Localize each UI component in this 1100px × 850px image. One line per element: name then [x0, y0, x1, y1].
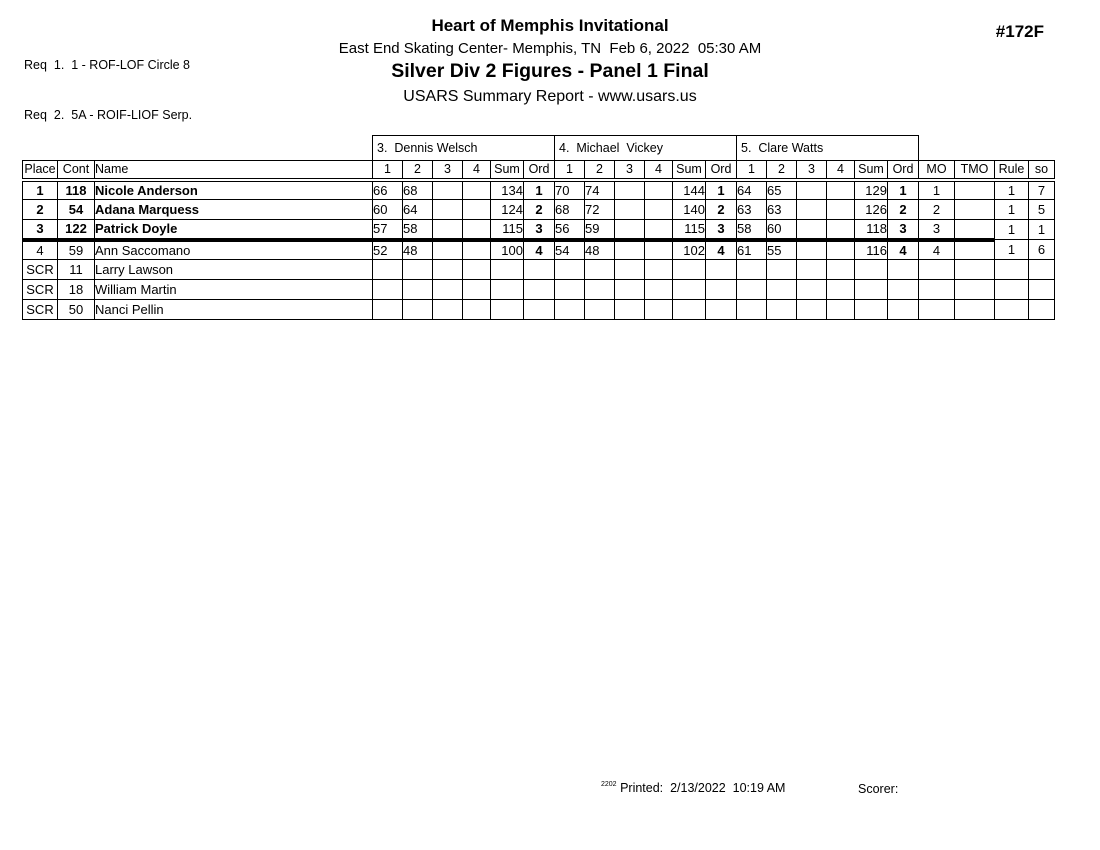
place-cell: SCR — [23, 260, 58, 280]
sum-cell: 100 — [491, 240, 524, 260]
score-cell: 57 — [373, 220, 403, 240]
score-cell — [555, 260, 585, 280]
header-j4-4: 4 — [645, 161, 673, 180]
score-cell — [737, 300, 767, 320]
ord-cell — [524, 280, 555, 300]
mo-cell: 4 — [919, 240, 955, 260]
score-cell — [797, 220, 827, 240]
tmo-cell — [955, 280, 995, 300]
score-cell: 60 — [373, 200, 403, 220]
score-cell: 68 — [555, 200, 585, 220]
score-cell — [463, 240, 491, 260]
score-cell — [827, 280, 855, 300]
score-cell — [433, 180, 463, 200]
header-j4-1: 1 — [555, 161, 585, 180]
score-cell — [555, 280, 585, 300]
results-table — [22, 135, 1055, 320]
table-row-place-3 — [23, 220, 1055, 240]
header-j4-ord: Ord — [706, 161, 737, 180]
score-cell — [827, 240, 855, 260]
table-row-place-1 — [23, 180, 1055, 200]
ord-cell: 1 — [888, 180, 919, 200]
score-cell: 56 — [555, 220, 585, 240]
score-cell — [403, 280, 433, 300]
sum-cell — [855, 280, 888, 300]
score-cell: 61 — [737, 240, 767, 260]
table-row-scr-11 — [23, 260, 1055, 280]
score-cell — [463, 180, 491, 200]
header-j3-3: 3 — [433, 161, 463, 180]
venue-date-line: East End Skating Center- Memphis, TN Feb 6, 2022 05:30 AM — [338, 40, 762, 57]
score-cell — [827, 300, 855, 320]
ord-cell — [706, 260, 737, 280]
score-cell: 54 — [555, 240, 585, 260]
rule-cell — [995, 300, 1029, 320]
score-cell: 63 — [767, 200, 797, 220]
score-cell: 64 — [737, 180, 767, 200]
ord-cell — [706, 280, 737, 300]
event-number: #172F — [995, 22, 1044, 41]
printed-timestamp: Printed: 2/13/2022 10:19 AM — [620, 781, 786, 795]
sum-cell — [491, 260, 524, 280]
score-cell: 59 — [585, 220, 615, 240]
score-cell — [827, 260, 855, 280]
mo-cell — [919, 300, 955, 320]
ord-cell: 2 — [524, 200, 555, 220]
place-cell: 3 — [23, 220, 58, 240]
place-cell: 4 — [23, 240, 58, 260]
score-cell — [645, 220, 673, 240]
score-cell — [645, 240, 673, 260]
score-cell — [797, 280, 827, 300]
cont-cell: 11 — [58, 260, 95, 280]
name-cell: Patrick Doyle — [95, 220, 373, 240]
header-j5-4: 4 — [827, 161, 855, 180]
ord-cell — [706, 300, 737, 320]
score-cell — [373, 280, 403, 300]
score-cell — [767, 280, 797, 300]
score-cell: 72 — [585, 200, 615, 220]
sum-cell: 134 — [491, 180, 524, 200]
ord-cell: 4 — [524, 240, 555, 260]
name-cell: Larry Lawson — [95, 260, 373, 280]
header-j5-2: 2 — [767, 161, 797, 180]
column-header-row — [23, 161, 1055, 180]
rule-cell: 1 — [995, 200, 1029, 220]
mo-cell: 2 — [919, 200, 955, 220]
header-j3-2: 2 — [403, 161, 433, 180]
score-cell: 74 — [585, 180, 615, 200]
event-title: Silver Div 2 Figures - Panel 1 Final — [391, 60, 709, 82]
so-cell — [1029, 260, 1055, 280]
header-j5-3: 3 — [797, 161, 827, 180]
score-cell: 64 — [403, 200, 433, 220]
sum-cell: 115 — [673, 220, 706, 240]
score-cell: 48 — [403, 240, 433, 260]
score-cell — [797, 240, 827, 260]
sum-cell — [673, 300, 706, 320]
header-j3-ord: Ord — [524, 161, 555, 180]
ord-cell: 4 — [706, 240, 737, 260]
sum-cell — [673, 260, 706, 280]
ord-cell — [524, 300, 555, 320]
score-cell: 65 — [767, 180, 797, 200]
ord-cell: 3 — [524, 220, 555, 240]
cont-cell: 59 — [58, 240, 95, 260]
rule-cell: 1 — [995, 180, 1029, 200]
score-cell — [645, 300, 673, 320]
score-cell — [463, 220, 491, 240]
score-cell: 55 — [767, 240, 797, 260]
header-mo: MO — [919, 161, 955, 180]
header-cont: Cont — [58, 161, 95, 180]
mo-cell — [919, 280, 955, 300]
score-cell — [433, 280, 463, 300]
ord-cell: 3 — [888, 220, 919, 240]
score-cell — [463, 260, 491, 280]
ord-cell: 1 — [706, 180, 737, 200]
score-cell — [403, 260, 433, 280]
ord-cell — [524, 260, 555, 280]
score-cell — [463, 280, 491, 300]
report-type-line: USARS Summary Report - www.usars.us — [403, 88, 697, 105]
score-cell: 70 — [555, 180, 585, 200]
so-cell: 1 — [1029, 220, 1055, 240]
place-cell: SCR — [23, 280, 58, 300]
header-j5-sum: Sum — [855, 161, 888, 180]
sum-cell — [491, 280, 524, 300]
score-cell — [433, 200, 463, 220]
tmo-cell — [955, 260, 995, 280]
ord-cell — [888, 280, 919, 300]
score-cell — [615, 200, 645, 220]
report-header — [0, 16, 1100, 106]
sum-cell — [855, 260, 888, 280]
sum-cell — [855, 300, 888, 320]
tmo-cell — [955, 180, 995, 200]
score-cell — [737, 280, 767, 300]
score-cell — [585, 300, 615, 320]
judge-3-header: 3. Dennis Welsch — [373, 136, 555, 161]
sum-cell — [673, 280, 706, 300]
score-cell — [797, 180, 827, 200]
header-so: so — [1029, 161, 1055, 180]
score-cell — [433, 260, 463, 280]
ord-cell — [888, 260, 919, 280]
tmo-cell — [955, 200, 995, 220]
sum-cell: 116 — [855, 240, 888, 260]
name-cell: Adana Marquess — [95, 200, 373, 220]
rule-cell: 1 — [995, 240, 1029, 260]
score-cell: 48 — [585, 240, 615, 260]
name-cell: William Martin — [95, 280, 373, 300]
score-cell — [645, 200, 673, 220]
score-cell — [797, 300, 827, 320]
score-cell — [403, 300, 433, 320]
rule-cell — [995, 280, 1029, 300]
score-cell — [645, 260, 673, 280]
mo-cell: 1 — [919, 180, 955, 200]
competition-title: Heart of Memphis Invitational — [431, 16, 669, 35]
score-cell — [797, 200, 827, 220]
score-cell — [615, 280, 645, 300]
score-cell — [645, 180, 673, 200]
name-cell: Ann Saccomano — [95, 240, 373, 260]
judges-header-row — [23, 136, 1055, 161]
header-name: Name — [95, 161, 373, 180]
score-cell: 68 — [403, 180, 433, 200]
score-cell: 60 — [767, 220, 797, 240]
score-cell — [615, 180, 645, 200]
cont-cell: 50 — [58, 300, 95, 320]
score-cell — [433, 240, 463, 260]
score-cell: 58 — [737, 220, 767, 240]
score-cell — [463, 200, 491, 220]
header-tmo: TMO — [955, 161, 995, 180]
header-j5-ord: Ord — [888, 161, 919, 180]
score-cell — [585, 260, 615, 280]
judge-4-header: 4. Michael Vickey — [555, 136, 737, 161]
ord-cell: 2 — [706, 200, 737, 220]
cont-cell: 18 — [58, 280, 95, 300]
tmo-cell — [955, 300, 995, 320]
score-cell: 66 — [373, 180, 403, 200]
score-cell — [585, 280, 615, 300]
mo-cell: 3 — [919, 220, 955, 240]
score-cell: 63 — [737, 200, 767, 220]
table-row-scr-18 — [23, 280, 1055, 300]
score-cell — [555, 300, 585, 320]
sum-cell: 140 — [673, 200, 706, 220]
score-cell — [373, 300, 403, 320]
name-cell: Nanci Pellin — [95, 300, 373, 320]
score-cell — [615, 240, 645, 260]
sum-cell: 124 — [491, 200, 524, 220]
so-cell: 6 — [1029, 240, 1055, 260]
place-cell: SCR — [23, 300, 58, 320]
header-j5-1: 1 — [737, 161, 767, 180]
score-cell — [615, 260, 645, 280]
header-j4-sum: Sum — [673, 161, 706, 180]
place-cell: 1 — [23, 180, 58, 200]
score-cell — [767, 300, 797, 320]
score-cell — [615, 300, 645, 320]
score-cell — [797, 260, 827, 280]
header-j3-1: 1 — [373, 161, 403, 180]
score-cell — [737, 260, 767, 280]
ord-cell: 4 — [888, 240, 919, 260]
judges-row-spacer-right — [919, 136, 1055, 161]
header-j3-4: 4 — [463, 161, 491, 180]
sum-cell: 115 — [491, 220, 524, 240]
rule-cell: 1 — [995, 220, 1029, 240]
sum-cell — [491, 300, 524, 320]
score-cell — [827, 200, 855, 220]
ord-cell: 1 — [524, 180, 555, 200]
sum-cell: 144 — [673, 180, 706, 200]
place-cell: 2 — [23, 200, 58, 220]
tmo-cell — [955, 240, 995, 260]
score-cell — [645, 280, 673, 300]
score-cell — [373, 260, 403, 280]
score-cell — [827, 180, 855, 200]
score-cell — [767, 260, 797, 280]
scorer-label: Scorer: — [858, 782, 899, 796]
report-version: 2202 — [601, 781, 617, 788]
cont-cell: 54 — [58, 200, 95, 220]
cont-cell: 118 — [58, 180, 95, 200]
sum-cell: 118 — [855, 220, 888, 240]
score-cell: 52 — [373, 240, 403, 260]
so-cell: 5 — [1029, 200, 1055, 220]
sum-cell: 126 — [855, 200, 888, 220]
table-row-place-4 — [23, 240, 1055, 260]
name-cell: Nicole Anderson — [95, 180, 373, 200]
rule-cell — [995, 260, 1029, 280]
table-row-place-2 — [23, 200, 1055, 220]
ord-cell — [888, 300, 919, 320]
tmo-cell — [955, 220, 995, 240]
so-cell — [1029, 280, 1055, 300]
header-rule: Rule — [995, 161, 1029, 180]
score-cell — [433, 300, 463, 320]
so-cell — [1029, 300, 1055, 320]
score-cell — [615, 220, 645, 240]
mo-cell — [919, 260, 955, 280]
so-cell: 7 — [1029, 180, 1055, 200]
header-j4-2: 2 — [585, 161, 615, 180]
cont-cell: 122 — [58, 220, 95, 240]
header-j4-3: 3 — [615, 161, 645, 180]
score-cell — [433, 220, 463, 240]
ord-cell: 3 — [706, 220, 737, 240]
printed-line — [601, 781, 785, 795]
judges-row-spacer-left — [23, 136, 373, 161]
header-j3-sum: Sum — [491, 161, 524, 180]
ord-cell: 2 — [888, 200, 919, 220]
judge-5-header: 5. Clare Watts — [737, 136, 919, 161]
sum-cell: 102 — [673, 240, 706, 260]
req-line-2: Req 2. 5A - ROIF-LIOF Serp. — [24, 107, 193, 122]
req-line-1: Req 1. 1 - ROF-LOF Circle 8 — [24, 58, 191, 72]
sum-cell: 129 — [855, 180, 888, 200]
score-cell — [827, 220, 855, 240]
score-cell — [463, 300, 491, 320]
score-cell: 58 — [403, 220, 433, 240]
header-place: Place — [23, 161, 58, 180]
table-row-scr-50 — [23, 300, 1055, 320]
